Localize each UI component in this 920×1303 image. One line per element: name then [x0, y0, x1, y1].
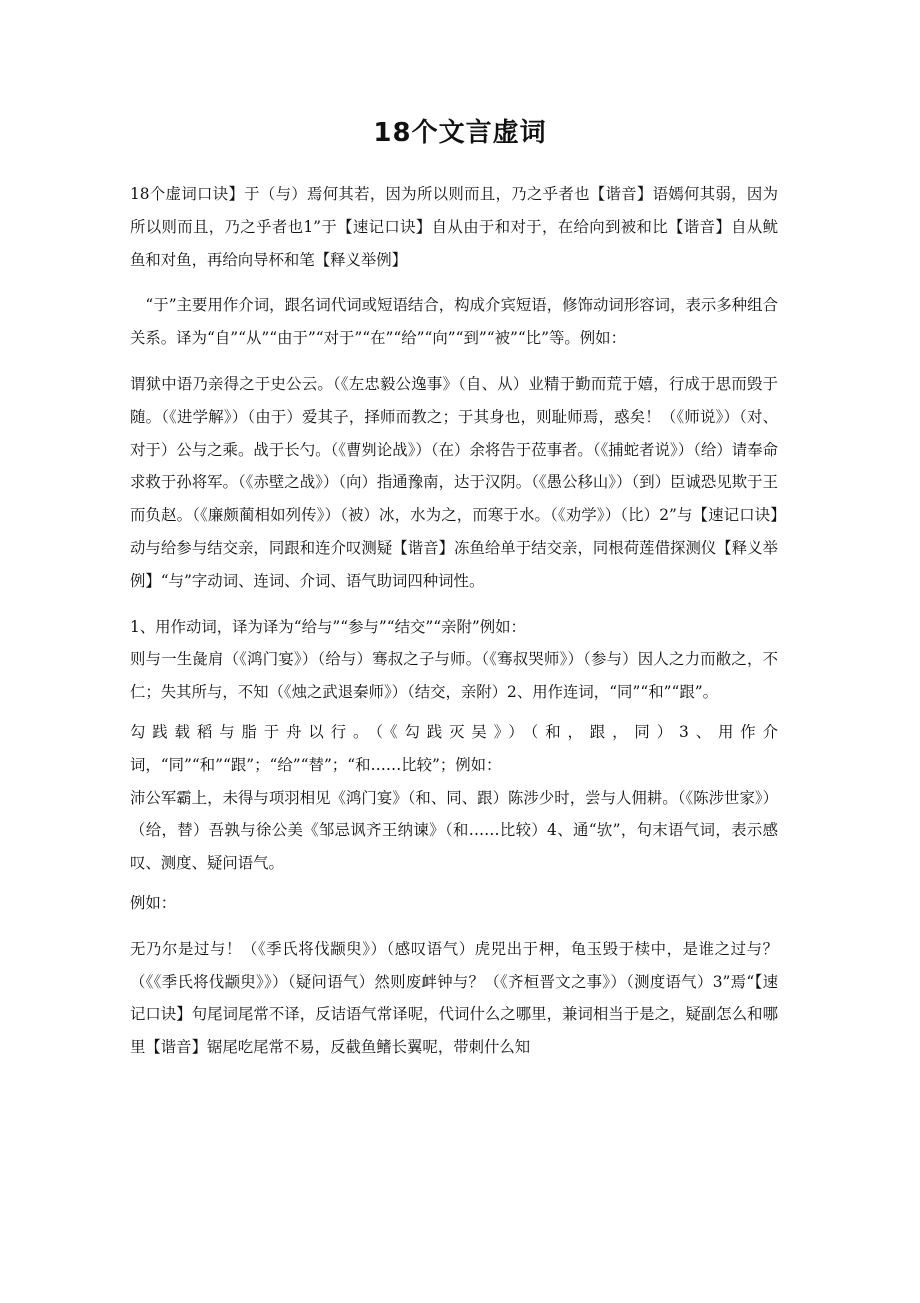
paragraph-yu2-conjunction: 勾践载稻与脂于舟以行。（《勾践灭吴》）（和，跟，同）3、用作介词，“同”“和”“跟”；“给”“替”；“和……比较”；例如：: [130, 722, 778, 774]
paragraph-yu-intro: “于”主要用作介词，跟名词代词或短语结合，构成介宾短语，修饰动词形容词，表示多种组合关系。译为“自”“从”“由于”“对于”“在”“给”“向”“到”“被”“比”等。例如：: [130, 296, 778, 348]
paragraph-yu2-preposition: 沛公军霸上，未得与项羽相见《鸿门宴》（和、同、跟）陈涉少时，尝与人佣耕。（《陈涉世家》）（给，替）吾孰与徐公美《邹忌讽齐王纳谏》（和……比较）4、通“欤”，句末语气词，表示感叹、测度、疑问语气。: [130, 788, 778, 873]
paragraph-yu-examples: 谓狱中语乃亲得之于史公云。（《左忠毅公逸事》（自、从）业精于勤而荒于嬉，行成于思而毁于随。（《进学解》）（由于）爱其子，择师而教之；于其身也，则耻师焉，惑矣！（《师说》）（对、对于）公与之乘。战于长勺。（《曹刿论战》）（在）余将告于莅事者。（《捕蛇者说》）（给）请奉命求救于孙将军。（《赤壁之战》）（向）指通豫南，达于汉阴。（《愚公移山》）（到）臣诚恐见欺于王而负赵。（《廉颇蔺相如列传》）（被）冰，水为之，而寒于水。（《劝学》）（比）2”与【速记口诀】动与给参与结交亲，同跟和连介叹测疑【谐音】冻鱼给单于结交亲，同根荷莲借探测仪【释义举例】“与”字动词、连词、介词、语气助词四种词性。: [130, 374, 778, 590]
paragraph-yu2-verb: 1、用作动词，译为译为“给与”“参与”“结交”“亲附”例如：: [130, 617, 526, 636]
document-body: [130, 178, 778, 1064]
paragraph-yu2-verb-examples: 则与一生彘肩（《鸿门宴》）（给与）骞叔之子与师。（《骞叔哭师》）（参与）因人之力而敝之，不仁；失其所与，不知（《烛之武退秦师》）（结交，亲附）2、用作连词，“同”“和”“跟”。: [130, 650, 778, 702]
document-title: 18个文言虚词: [373, 118, 547, 148]
paragraph-yu2-particle-examples: 无乃尔是过与！（《季氏将伐颛臾》）（感叹语气）虎兕出于柙，龟玉毁于椟中，是谁之过与？（《《季氏将伐颛臾》》）（疑问语气）然则废衅钟与？（《齐桓晋文之事》）（测度语气）3”焉“【速记口诀】句尾词尾常不译，反诘语气常译呢，代词什么之哪里，兼词相当于是之，疑副怎么和哪里【谐音】锯尾吃尾常不易，反截鱼鳍长翼呢，带刺什么知: [130, 939, 778, 1057]
paragraph-mnemonic: 18个虚词口诀】于（与）焉何其若，因为所以则而且，乃之乎者也【谐音】语嫣何其弱，因为所以则而且，乃之乎者也1”于【速记口诀】自从由于和对于，在给向到被和比【谐音】自从鱿鱼和对鱼，再给向导杯和笔【释义举例】: [130, 185, 778, 269]
paragraph-example-label: 例如：: [130, 893, 177, 912]
